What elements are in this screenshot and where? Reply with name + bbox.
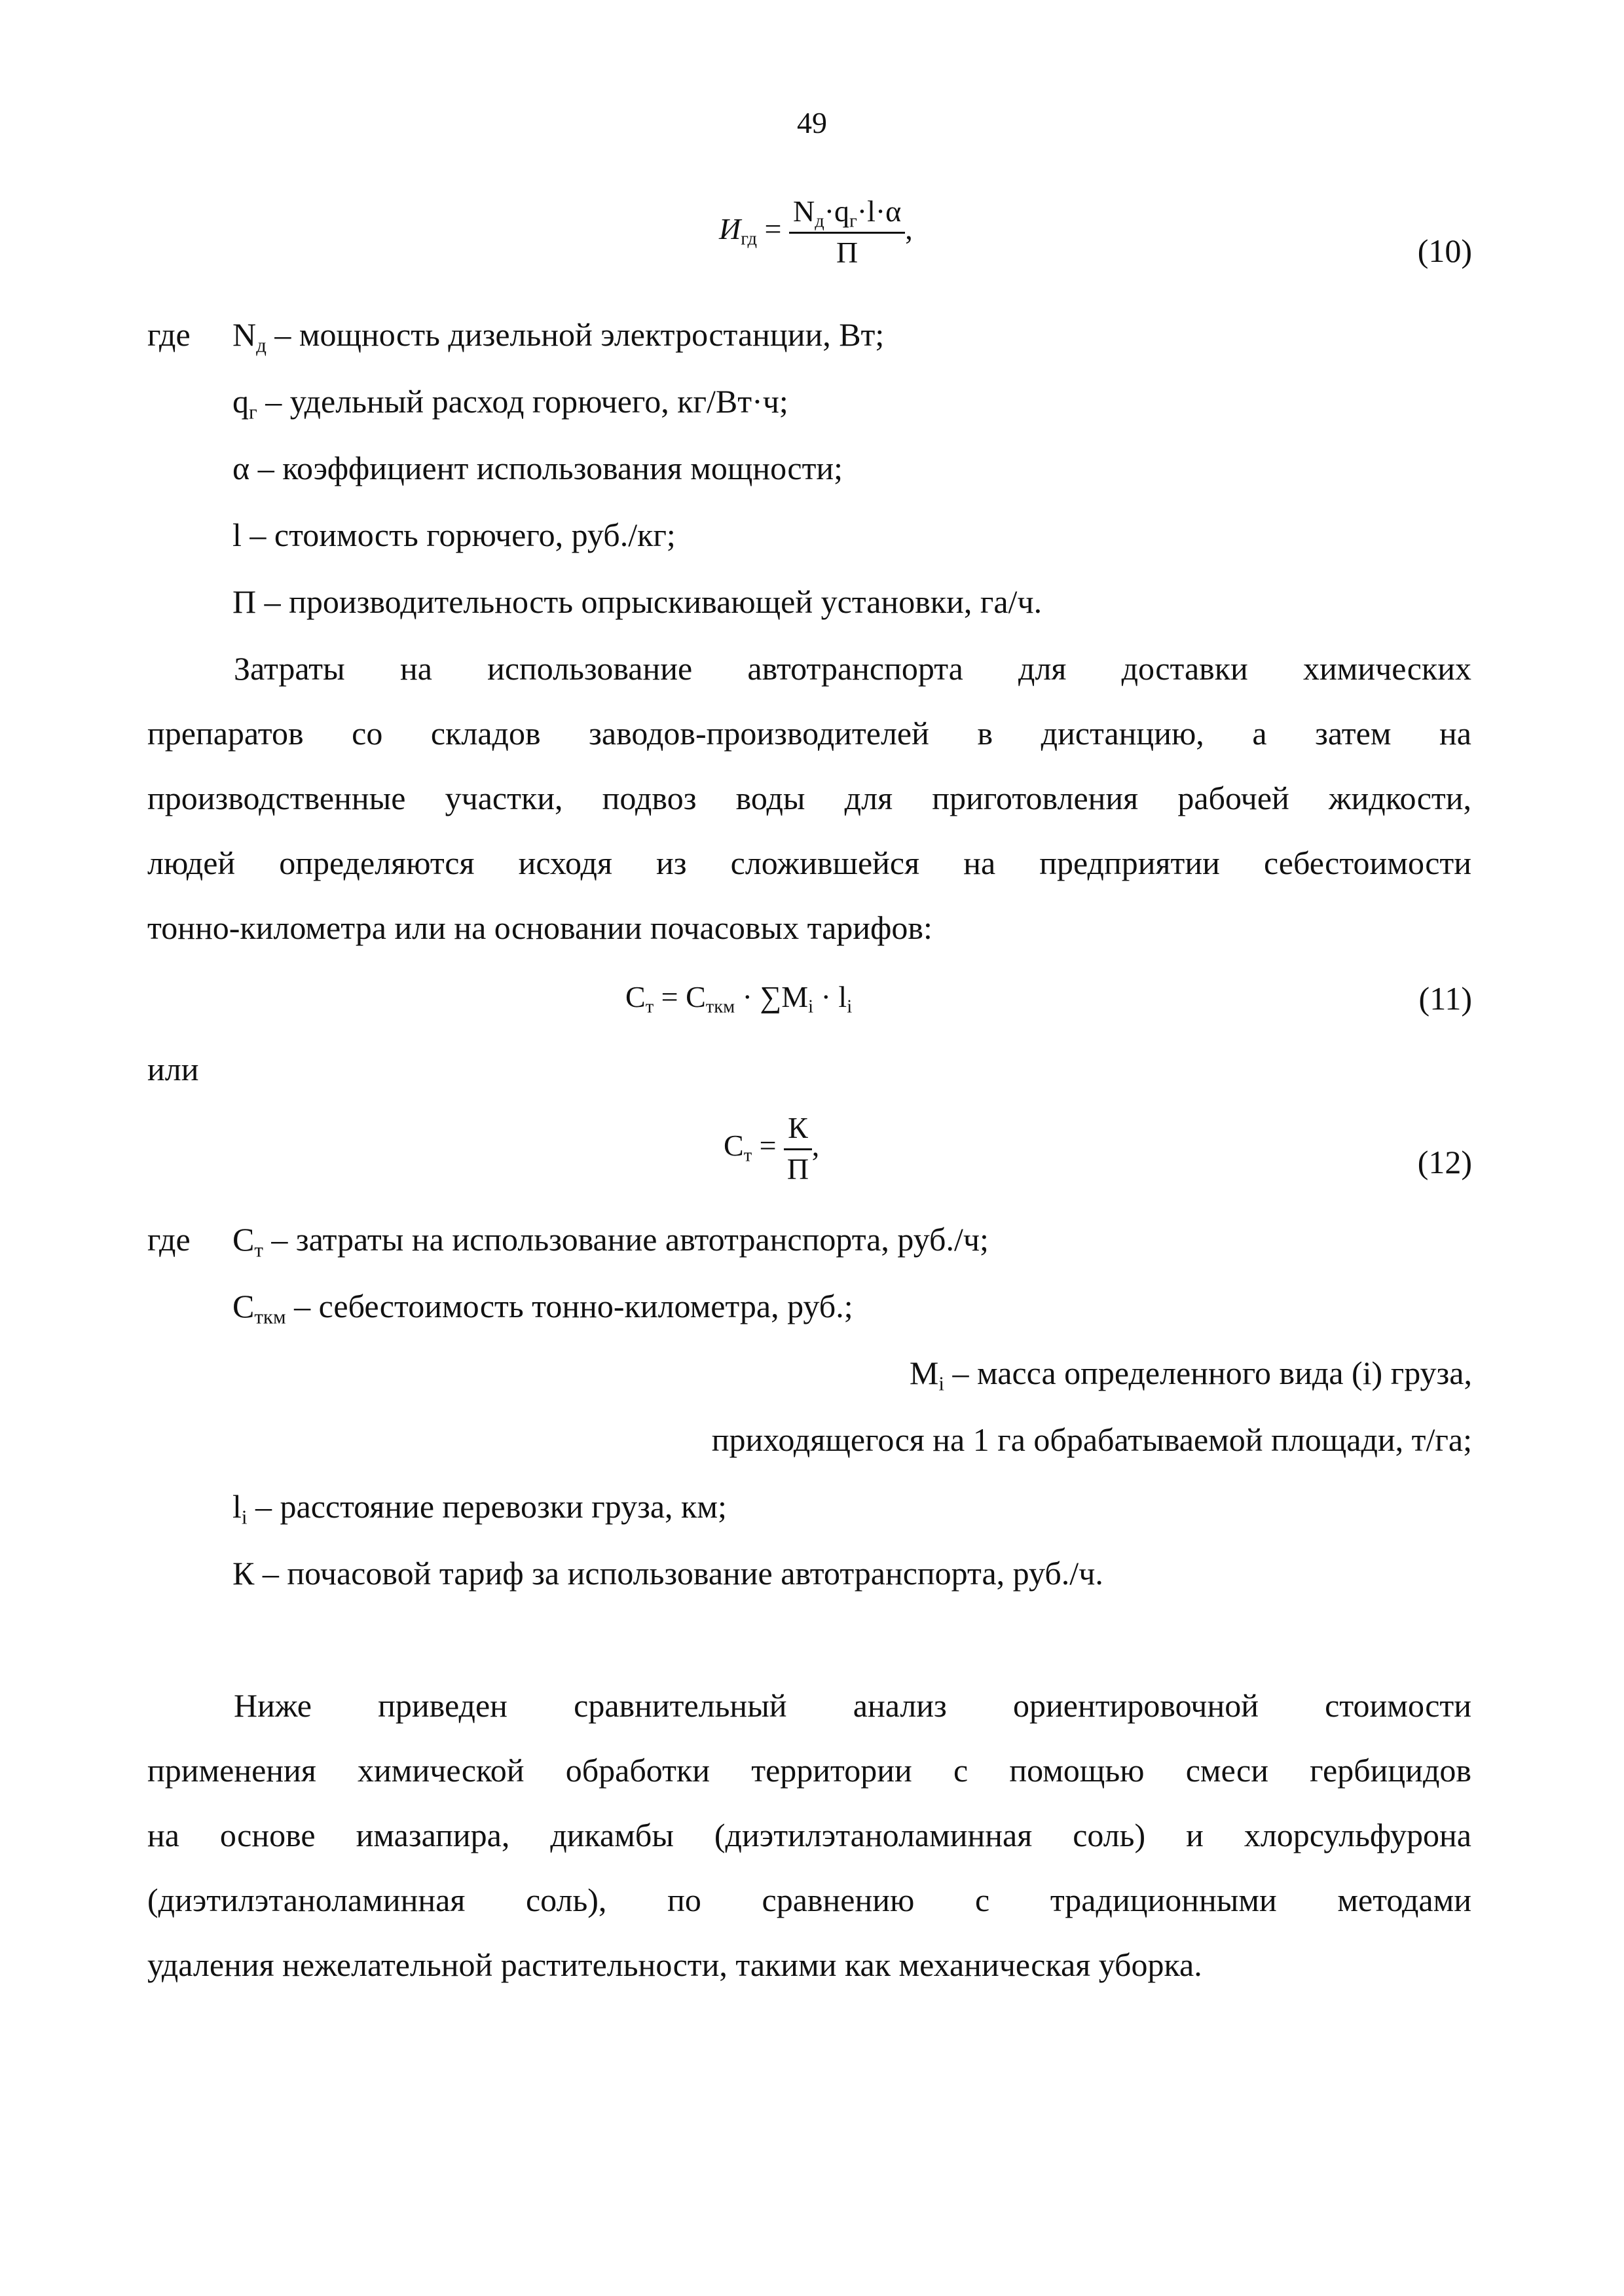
- definition-line: $N_д$ – мощность дизельной электростанции, Вт;: [232, 316, 885, 357]
- paragraph-line: Ниже приведен сравнительный анализ ориентировочной стоимости: [234, 1687, 1471, 1724]
- paragraph-line: производственные участки, подвоз воды для приготовления рабочей жидкости,: [147, 780, 1471, 816]
- formula-12-fraction: $\frac{К}{П}$: [784, 1113, 812, 1184]
- paragraph-line: на основе имазапира, дикамбы (диэтилэтаноламинная соль) и хлорсульфурона: [147, 1817, 1471, 1853]
- definition-line: $С_{ткм}$ – себестоимость тонно-километра, руб.;: [232, 1288, 853, 1328]
- or-word: или: [147, 1051, 199, 1087]
- definition-line: К – почасовой тариф за использование автотранспорта, руб./ч.: [232, 1555, 1103, 1592]
- paragraph-1: [147, 652, 1471, 976]
- definition-line: $M_i$ – масса определенного вида (i) груза,: [909, 1355, 1472, 1395]
- equation-number-10: (10): [1417, 232, 1472, 269]
- paragraph-line: препаратов со складов заводов-производителей в дистанцию, а затем на: [147, 715, 1471, 752]
- paragraph-line: (диэтилэтаноламинная соль), по сравнению с традиционными методами: [147, 1882, 1471, 1918]
- formula-11: $С_т = С_{ткм} \cdot \sum M_i \cdot l_i$: [625, 980, 853, 1017]
- paragraph-2: [147, 1689, 1471, 2013]
- definition-line: l – стоимость горючего, руб./кг;: [232, 517, 676, 553]
- page-number: 49: [797, 106, 827, 139]
- paragraph-line: людей определяются исходя из сложившейся на предприятии себестоимости: [147, 845, 1471, 881]
- definition-line: $q_г$ – удельный расход горючего, кг/Вт·ч;: [232, 383, 788, 424]
- paragraph-line: тонно-километра или на основании почасовых тарифов:: [147, 909, 932, 946]
- formula-10-lhs: $И_{гд}$: [719, 212, 758, 249]
- formula-10: $И_{гд}$ = $\frac{N_д\cdot q_г\cdot l\cdot\alpha}{П}$ ,: [719, 194, 913, 269]
- where-word-2: где: [147, 1221, 191, 1258]
- paragraph-line: удаления нежелательной растительности, такими как механическая уборка.: [147, 1946, 1202, 1983]
- formula-10-fraction: $\frac{N_д\cdot q_г\cdot l\cdot\alpha}{П}$: [789, 196, 905, 268]
- definition-line: $С_т$ – затраты на использование автотранспорта, руб./ч;: [232, 1221, 989, 1262]
- where-word-1: где: [147, 316, 191, 353]
- paragraph-line: применения химической обработки территории с помощью смеси гербицидов: [147, 1752, 1471, 1789]
- equation-number-11: (11): [1418, 980, 1472, 1017]
- definition-line: α – коэффициент использования мощности;: [232, 450, 843, 486]
- definition-line: $l_i$ – расстояние перевозки груза, км;: [232, 1488, 727, 1529]
- definition-line-continued: приходящегося на 1 га обрабатываемой площади, т/га;: [711, 1421, 1472, 1458]
- definition-line: П – производительность опрыскивающей установки, га/ч.: [232, 583, 1043, 620]
- equation-number-12: (12): [1417, 1144, 1472, 1180]
- formula-12: $С_т$ = $\frac{К}{П}$ ,: [724, 1111, 820, 1186]
- paragraph-line: Затраты на использование автотранспорта для доставки химических: [234, 650, 1471, 687]
